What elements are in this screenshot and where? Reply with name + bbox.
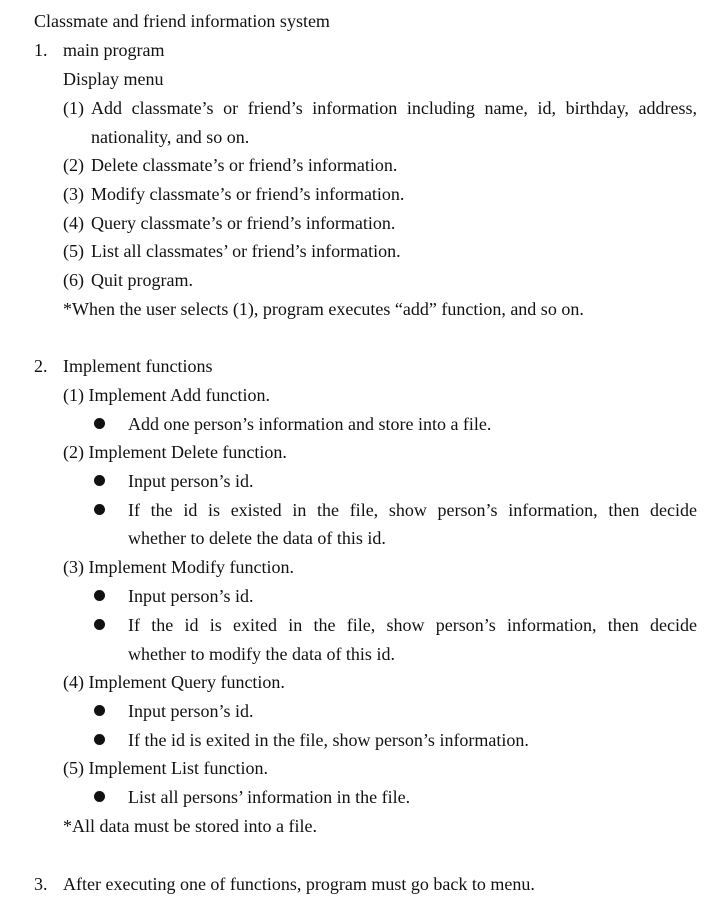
list-bullet-text: List all persons’ information in the file. [128, 787, 411, 807]
section-1-note: *When the user selects (1), program executes “add” function, and so on. [63, 299, 584, 319]
modify-function-title: (3) Implement Modify function. [63, 557, 294, 577]
query-bullet-text: If the id is exited in the file, show person’s information. [128, 730, 529, 750]
modify-bullet-text: Input person’s id. [128, 586, 254, 606]
bullet-icon [94, 590, 105, 601]
menu-item-number: (4) [63, 213, 84, 233]
section-1-number: 1. [34, 40, 48, 60]
modify-bullet-continuation: whether to modify the data of this id. [128, 644, 395, 664]
bullet-icon [94, 705, 105, 716]
menu-item-text: Modify classmate’s or friend’s information. [91, 184, 405, 204]
section-3-text: After executing one of functions, program must go back to menu. [63, 874, 535, 894]
section-1-heading: main program [63, 40, 165, 60]
delete-bullet-text: Input person’s id. [128, 471, 254, 491]
section-2-note: *All data must be stored into a file. [63, 816, 317, 836]
menu-item-continuation: nationality, and so on. [91, 127, 250, 147]
menu-item-number: (5) [63, 241, 84, 261]
bullet-icon [94, 504, 105, 515]
menu-item-number: (1) [63, 98, 84, 118]
menu-item-number: (3) [63, 184, 84, 204]
delete-bullet-text: If the id is existed in the file, show person’s information, then decide [128, 500, 697, 520]
query-function-title: (4) Implement Query function. [63, 672, 285, 692]
menu-item-text: Query classmate’s or friend’s information. [91, 213, 396, 233]
modify-bullet-text: If the id is exited in the file, show person’s information, then decide [128, 615, 697, 635]
menu-item-text: List all classmates’ or friend’s information. [91, 241, 401, 261]
doc-title: Classmate and friend information system [34, 11, 330, 31]
menu-item-number: (2) [63, 155, 84, 175]
delete-bullet-continuation: whether to delete the data of this id. [128, 528, 386, 548]
query-bullet-text: Input person’s id. [128, 701, 254, 721]
bullet-icon [94, 418, 105, 429]
add-function-title: (1) Implement Add function. [63, 385, 270, 405]
section-3-number: 3. [34, 874, 48, 894]
bullet-icon [94, 619, 105, 630]
delete-function-title: (2) Implement Delete function. [63, 442, 287, 462]
add-bullet-text: Add one person’s information and store into a file. [128, 414, 492, 434]
bullet-icon [94, 734, 105, 745]
bullet-icon [94, 791, 105, 802]
menu-item-text: Quit program. [91, 270, 193, 290]
display-menu-label: Display menu [63, 69, 164, 89]
list-function-title: (5) Implement List function. [63, 758, 268, 778]
section-2-heading: Implement functions [63, 356, 213, 376]
menu-item-text: Delete classmate’s or friend’s information. [91, 155, 398, 175]
section-2-number: 2. [34, 356, 48, 376]
menu-item-text: Add classmate’s or friend’s information including name, id, birthday, address, [91, 98, 697, 118]
bullet-icon [94, 475, 105, 486]
menu-item-number: (6) [63, 270, 84, 290]
